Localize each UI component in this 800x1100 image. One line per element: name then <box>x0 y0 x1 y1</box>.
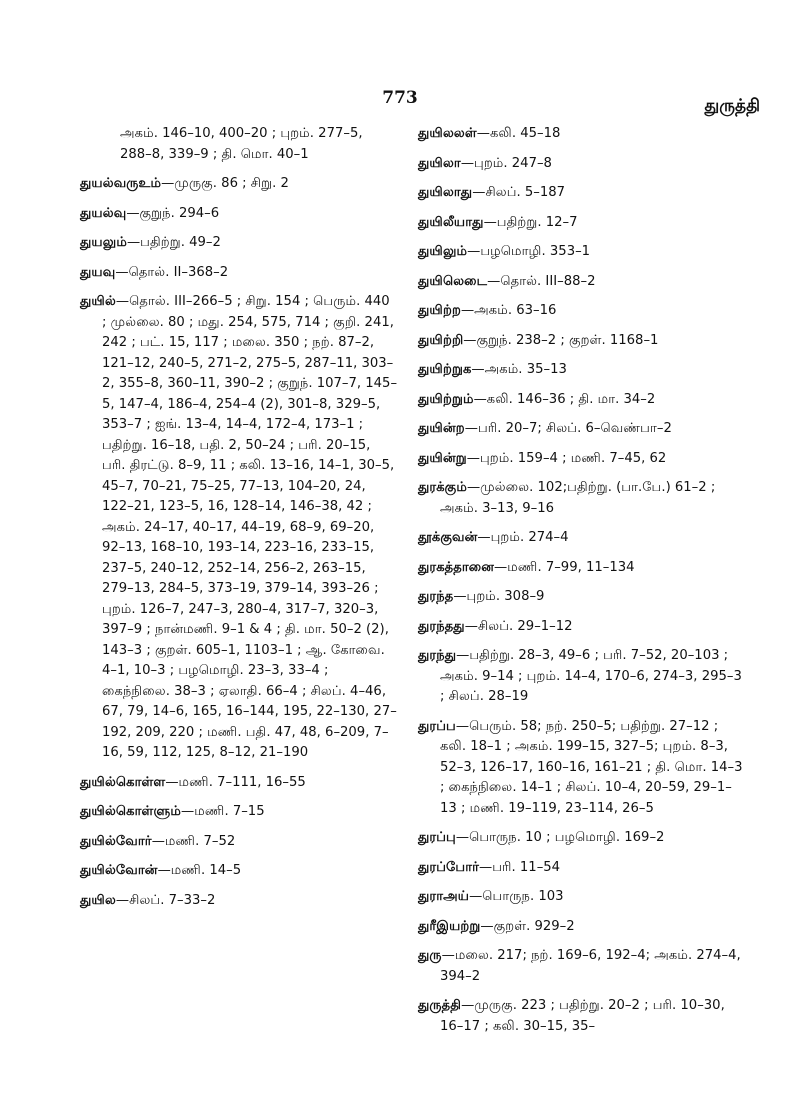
headword: துயில <box>80 892 116 908</box>
headword: துருத்தி <box>418 998 462 1013</box>
references: —மணி. 14–5 <box>157 863 242 878</box>
references: —கலி. 146–36 ; தி. மா. 34–2 <box>473 391 656 407</box>
references: —கலி. 45–18 <box>476 126 561 141</box>
references: —குறுந். 238–2 ; குறள். 1168–1 <box>463 332 659 348</box>
references: —முல்லை. 102;பதிற்று. (பா.பே.) 61–2 ; அகம். 3–13, 9–16 <box>440 480 716 516</box>
headword: துயிலாது <box>418 185 473 200</box>
headword: துயலும் <box>80 235 127 250</box>
index-entry <box>418 858 746 879</box>
index-entry <box>418 301 746 322</box>
references: —மணி. 7–52 <box>151 833 236 849</box>
index-entry <box>418 272 746 293</box>
page-number: 773 <box>382 88 418 108</box>
headword: துயல்வு <box>80 205 127 221</box>
index-entry <box>80 832 398 853</box>
headword: துயில்வோர் <box>80 833 152 849</box>
index-entry <box>80 263 398 284</box>
references: —தொல். III–266–5 ; சிறு. 154 ; பெரும். 440 ; முல்லை. 80 ; மது. 254, 575, 714 ; குறி. 241, 242 ; பட். 15, 117 ; மலை. 350 ; நற். 87–2, 121–12, 240–5, 271–2, 275–5, 287–11, 303–2, 355–8, 360–11, 390–2 ; குறுந். 107–7, 145–5, 147–4, 186–4, 254–4 (2), 301–8, 329–5, 353–7 ; ஐங். 13–4, 14–4, 172–4, 173–1 ; பதிற்று. 16–18, பதி. 2, 50–24 ; பரி. 20–15, பரி. திரட்டு. 8–9, 11 ; கலி. 13–16, 14–1, 30–5, 45–7, 70–21, 75–25, 77–13, 104–20, 24, 122–21, 123–5, 16, 128–14, 146–38, 42 ; அகம். 24–17, 40–17, 44–19, 68–9, 69–20, 92–13, 168–10, 193–14, 223–16, 233–15, 237–5, 240–12, 252–14, 256–2, 263–15, 279–13, 284–5, 373–19, 379–14, 393–26 ; புறம். 126–7, 247–3, 280–4, 317–7, 320–3, 397–9 ; நான்மணி. 9–1 & 4 ; தி. மா. 50–2 (2), 143–3 ; குறள். 605–1, 1103–1 ; ஆ. கோவை. 4–1, 10–3 ; பழமொழி. 23–3, 33–4 ; கைந்நிலை. 38–3 ; ஏலாதி. 66–4 ; சிலப். 4–46, 67, 79, 14–6, 165, 16–144, 195, 22–130, 27–192, 209, 220 ; மணி. பதி. 47, 48, 6–209, 7–16, 59, 112, 125, 8–12, 21–190 <box>102 294 398 760</box>
index-entry <box>418 528 746 549</box>
headword: துரந்தது <box>418 618 465 634</box>
headword: துயிலா <box>418 155 461 171</box>
index-entry <box>418 390 746 411</box>
index-entry <box>418 183 746 204</box>
references: —மணி. 7–111, 16–55 <box>165 774 306 790</box>
index-entry <box>418 587 746 608</box>
references: —முருகு. 86 ; சிறு. 2 <box>161 176 289 191</box>
references: —பொருந. 103 <box>469 889 564 904</box>
headword: துயிற்ற <box>418 303 461 318</box>
references: —தொல். II–368–2 <box>115 264 229 280</box>
references: —பொருந. 10 ; பழமொழி. 169–2 <box>455 830 665 845</box>
references: —குறுந். 294–6 <box>126 205 220 221</box>
running-head: துருத்தி <box>704 96 760 116</box>
index-entry <box>418 617 746 638</box>
index-entry <box>418 331 746 352</box>
index-entry <box>418 478 746 519</box>
headword: தூக்குவன் <box>418 530 478 545</box>
headword: துரகத்தானை <box>418 559 495 575</box>
headword: துயின்று <box>418 450 467 466</box>
headword: துயிலலள் <box>418 126 477 141</box>
headword: துரக்கும் <box>418 480 467 495</box>
index-entry <box>418 558 746 579</box>
references: —சிலப். 29–1–12 <box>464 618 573 634</box>
headword: துராஅய் <box>418 889 470 904</box>
index-entry <box>418 996 746 1037</box>
headword: துரப்பு <box>418 830 456 845</box>
index-entry <box>418 717 746 820</box>
headword: துரந்து <box>418 648 457 663</box>
references: —பரி. 20–7; சிலப். 6–வெண்பா–2 <box>464 421 672 436</box>
headword: துயிற்றுக <box>418 362 472 377</box>
index-entry <box>418 124 746 145</box>
index-entry <box>418 242 746 263</box>
headword: துயில்கொள்ள <box>80 774 166 790</box>
references: —பெரும். 58; நற். 250–5; பதிற்று. 27–12 ; கலி. 18–1 ; அகம். 199–15, 327–5; புறம். 8–3, 52–3, 126–17, 160–16, 161–21 ; தி. மொ. 14–3 ; கைந்நிலை. 14–1 ; சிலப். 10–4, 20–59, 29–1–13 ; மணி. 19–119, 23–114, 26–5 <box>440 718 743 816</box>
references: —புறம். 308–9 <box>453 589 545 604</box>
index-entry <box>80 124 398 165</box>
references: —அகம். 35–13 <box>471 362 567 377</box>
index-entry <box>418 360 746 381</box>
index-column-left <box>80 124 398 920</box>
index-entry <box>80 802 398 823</box>
references: —மலை. 217; நற். 169–6, 192–4; அகம். 274–4, 394–2 <box>440 948 741 984</box>
references: —சிலப். 7–33–2 <box>115 892 216 908</box>
references: —பதிற்று. 49–2 <box>126 235 221 250</box>
headword: துயிலும் <box>418 244 468 259</box>
references: —பதிற்று. 28–3, 49–6 ; பரி. 7–52, 20–103 ; அகம். 9–14 ; புறம். 14–4, 170–6, 274–3, 295–3 ; சிலப். 28–19 <box>440 648 742 704</box>
headword: துயவு <box>80 264 116 280</box>
references: —பதிற்று. 12–7 <box>483 214 578 230</box>
references: —மணி. 7–15 <box>181 804 265 819</box>
headword: துரப்ப <box>418 718 456 734</box>
index-entry <box>418 154 746 175</box>
index-entry <box>418 828 746 849</box>
index-entry <box>80 891 398 912</box>
headword: துரப்போர் <box>418 859 480 875</box>
headword: துயிற்றி <box>418 332 464 348</box>
headword: துயில்வோன் <box>80 863 158 878</box>
index-entry <box>418 213 746 234</box>
references: —குறள். 929–2 <box>480 918 575 934</box>
index-entry <box>418 646 746 708</box>
index-entry <box>418 419 746 440</box>
headword: துயிலெடை <box>418 273 488 289</box>
headword: துயிற்றும் <box>418 391 474 407</box>
references: —புறம். 247–8 <box>460 155 552 171</box>
references: அகம். 146–10, 400–20 ; புறம். 277–5, 288–8, 339–9 ; தி. மொ. 40–1 <box>120 126 363 162</box>
references: —அகம். 63–16 <box>460 303 557 318</box>
headword: துயிலீயாது <box>418 214 484 230</box>
headword: துரந்த <box>418 589 454 604</box>
index-entry <box>80 174 398 195</box>
references: —பழமொழி. 353–1 <box>467 244 591 259</box>
headword: துயல்வருஉம் <box>80 176 162 191</box>
references: —முருகு. 223 ; பதிற்று. 20–2 ; பரி. 10–30, 16–17 ; கலி. 30–15, 35– <box>440 998 725 1034</box>
index-entry <box>80 204 398 225</box>
headword: துரீஇயற்று <box>418 918 481 934</box>
index-entry <box>418 946 746 987</box>
index-entry <box>80 292 398 764</box>
index-entry <box>418 917 746 938</box>
references: —புறம். 159–4 ; மணி. 7–45, 62 <box>466 450 667 466</box>
references: —தொல். III–88–2 <box>487 273 596 289</box>
references: —புறம். 274–4 <box>477 530 569 545</box>
references: —சிலப். 5–187 <box>472 185 566 200</box>
headword: துயில் <box>80 294 116 309</box>
index-entry <box>418 887 746 908</box>
references: —மணி. 7–99, 11–134 <box>494 559 635 575</box>
index-entry <box>80 773 398 794</box>
index-entry <box>418 449 746 470</box>
headword: துயின்ற <box>418 421 465 436</box>
references: —பரி. 11–54 <box>479 859 561 875</box>
index-entry <box>80 233 398 254</box>
index-entry <box>80 861 398 882</box>
index-column-right <box>418 124 746 1046</box>
headword: துரு <box>418 948 442 963</box>
headword: துயில்கொள்ளும் <box>80 804 182 819</box>
